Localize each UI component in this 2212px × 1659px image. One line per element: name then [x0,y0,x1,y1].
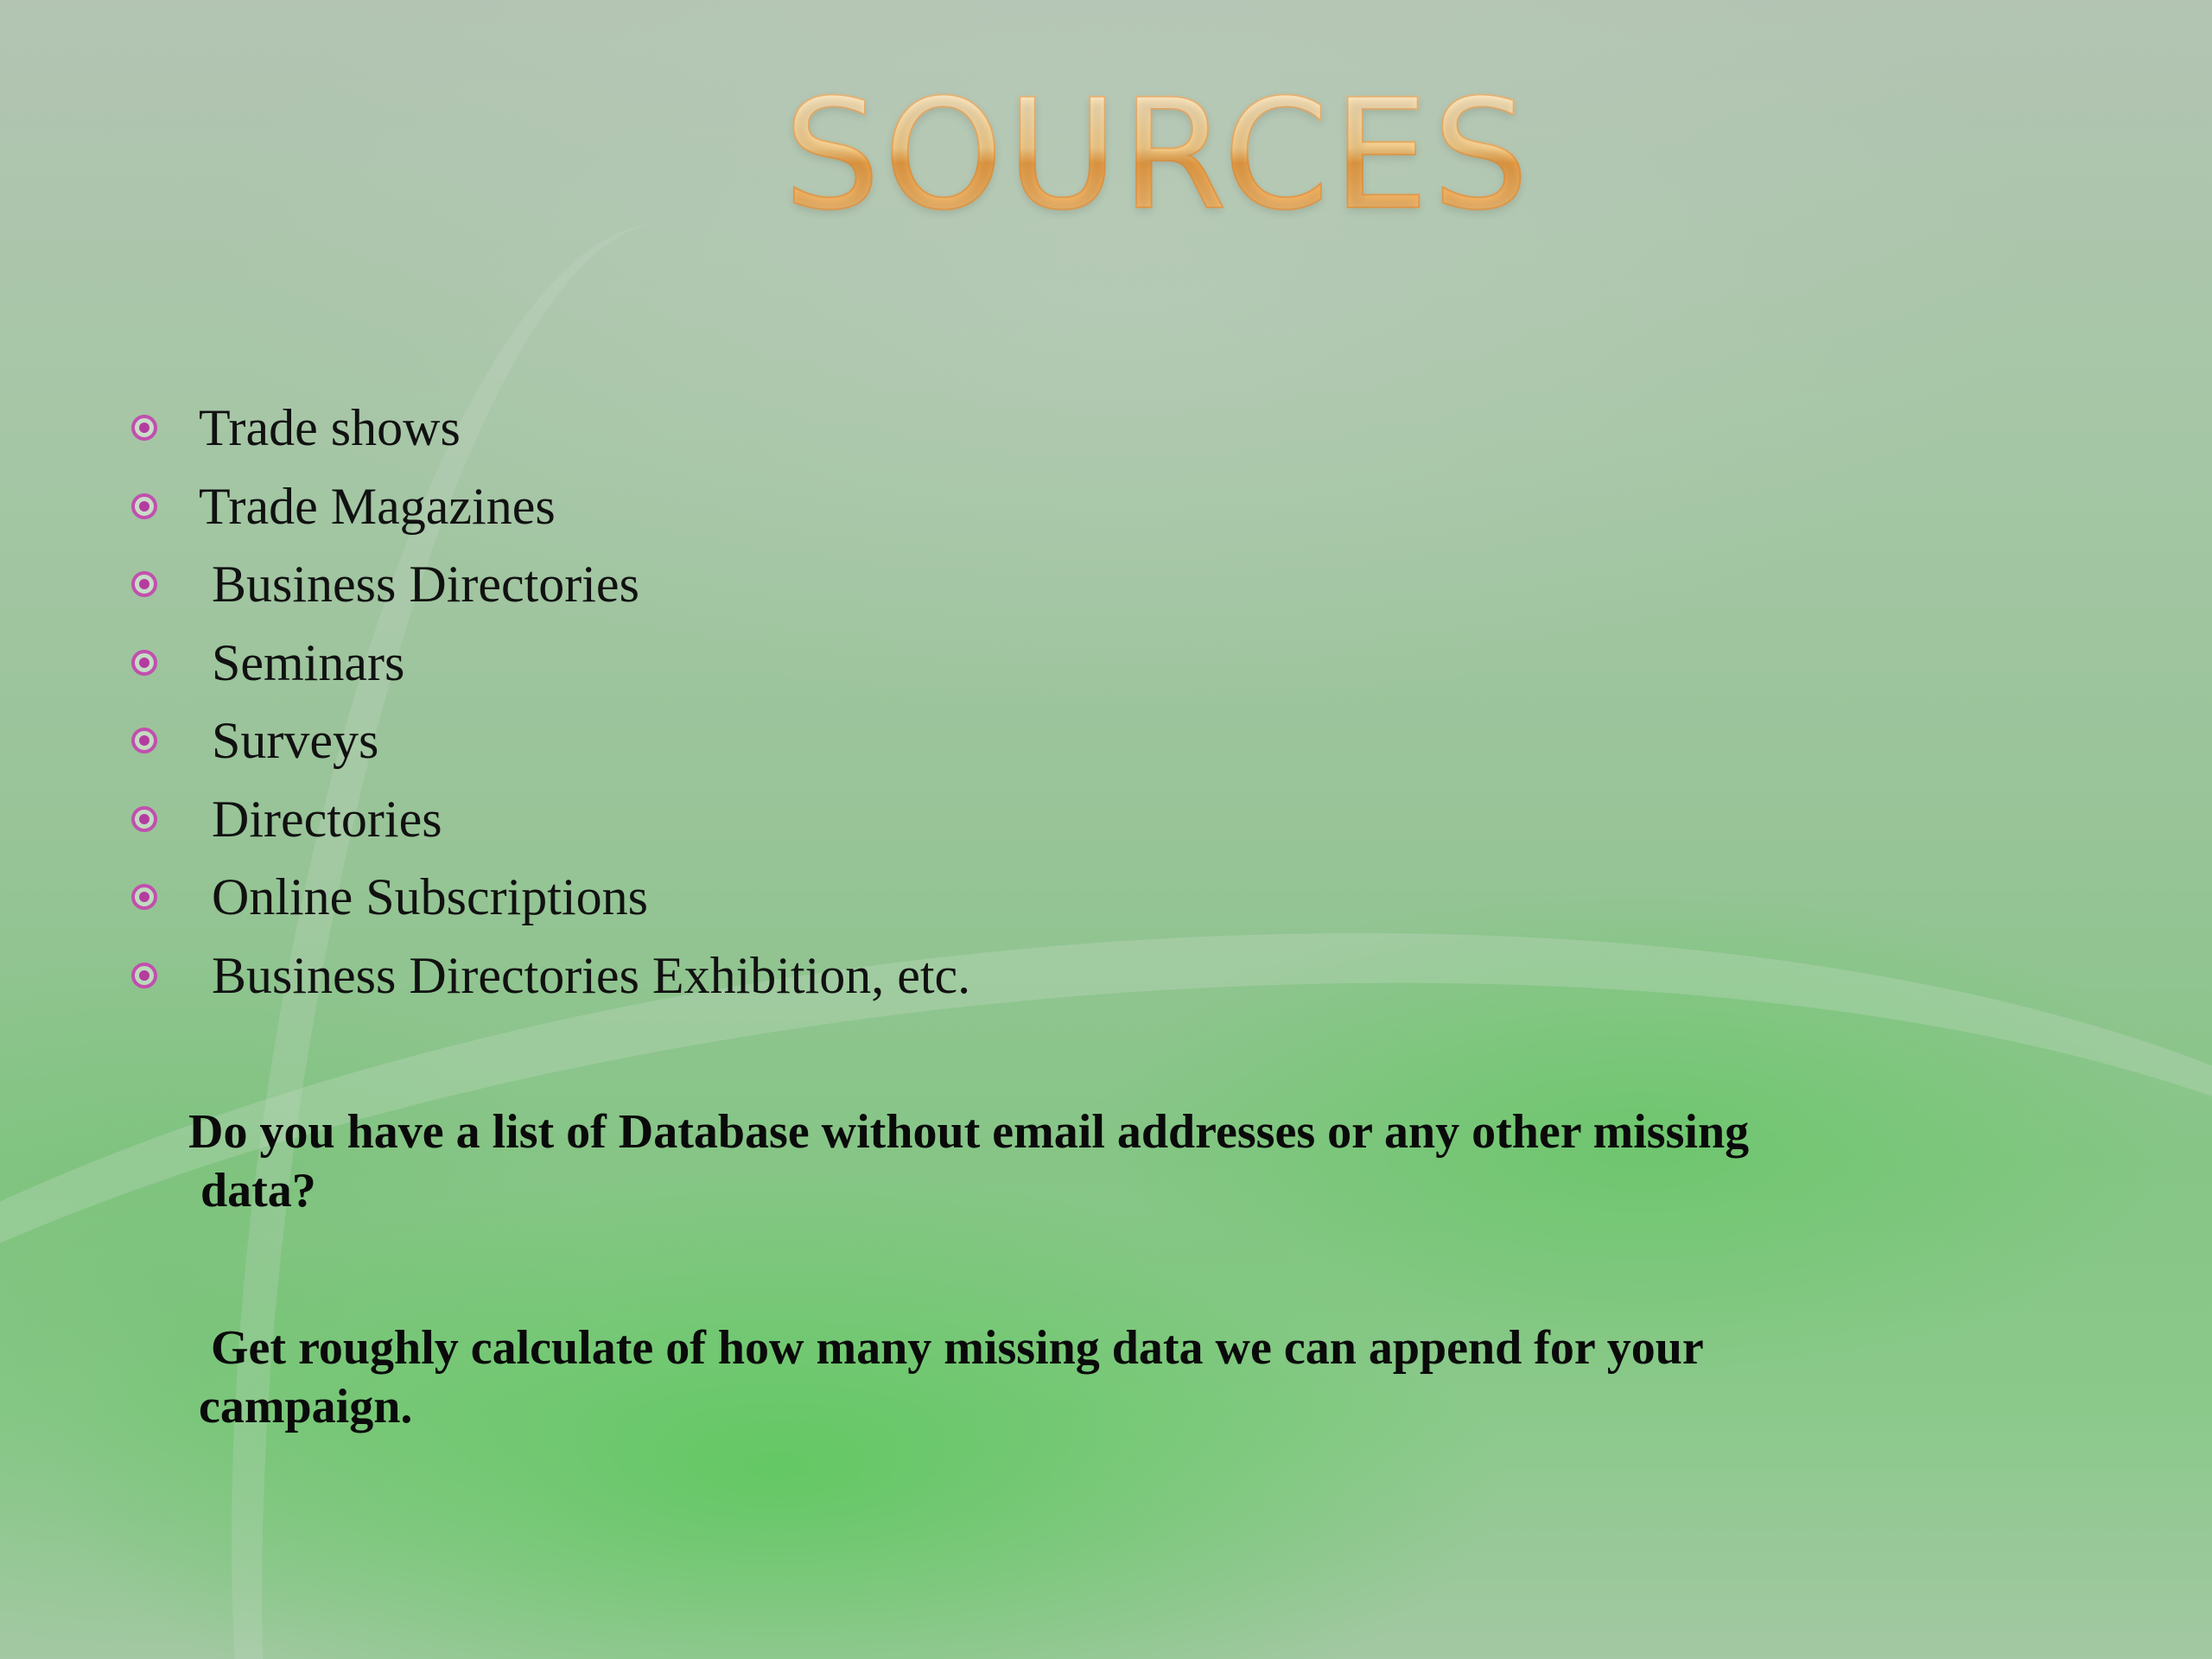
list-item-text: Online Subscriptions [199,868,648,925]
circled-dot-icon [131,728,157,753]
list-item-text: Business Directories [199,556,639,613]
list-item-text: Directories [199,790,442,848]
list-item [131,389,461,467]
list-item [131,937,971,1015]
list-item [131,702,379,780]
list-item [131,545,639,624]
list-item-text: Trade shows [199,399,461,456]
circled-dot-icon [131,571,157,597]
call-to-action-paragraph [199,1319,1704,1436]
circled-dot-icon [131,650,157,676]
list-item-text: Business Directories Exhibition, etc. [199,946,971,1004]
cta-line-1: Get roughly calculate of how many missing data we can append for your [199,1321,1704,1375]
question-line-2: data? [188,1164,316,1217]
cta-line-2: campaign. [199,1380,413,1433]
list-item [131,780,442,859]
circled-dot-icon [131,884,157,910]
list-item-text: Surveys [199,712,379,769]
slide-title: SOURCES [0,79,2212,232]
circled-dot-icon [131,963,157,988]
circled-dot-icon [131,806,157,832]
list-item-text: Trade Magazines [199,477,556,535]
list-item [131,467,556,546]
bullet-list [131,389,971,1014]
circled-dot-icon [131,493,157,519]
list-item [131,858,648,937]
circled-dot-icon [131,415,157,441]
list-item-text: Seminars [199,633,405,691]
list-item [131,624,405,702]
question-paragraph [188,1103,1749,1220]
question-line-1: Do you have a list of Database without email addresses or any other missing [188,1105,1750,1159]
